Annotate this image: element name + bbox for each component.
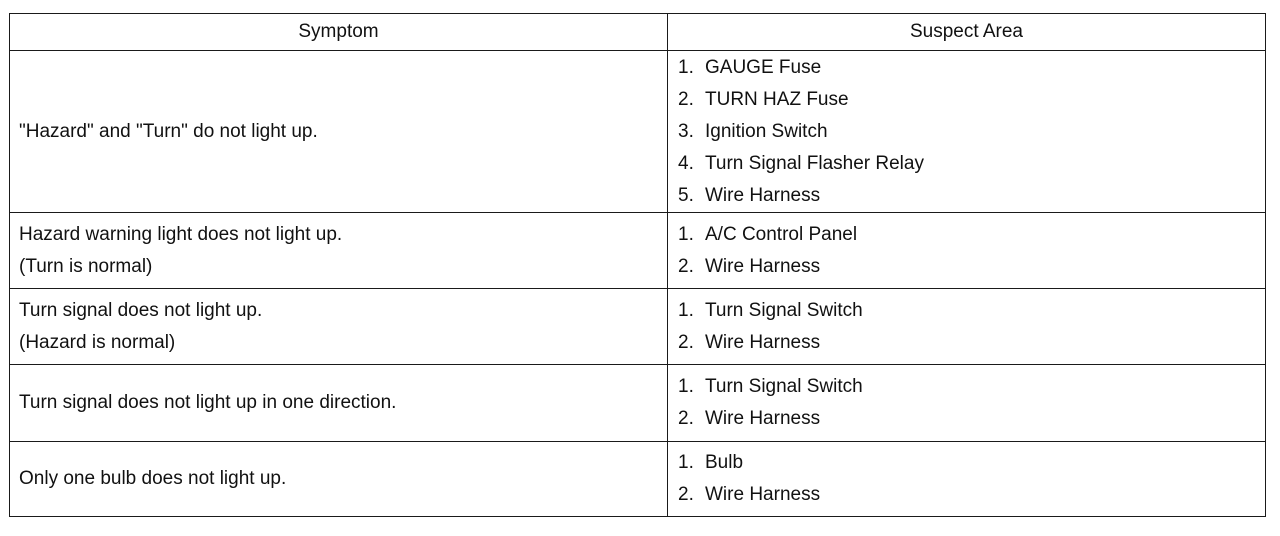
- suspect-text: GAUGE Fuse: [705, 56, 822, 78]
- suspect-area-cell: [668, 289, 1266, 365]
- suspect-item: [678, 251, 1265, 283]
- suspect-text: TURN HAZ Fuse: [705, 88, 849, 110]
- table-row: [10, 213, 1266, 289]
- suspect-area-cell: [668, 51, 1266, 213]
- suspect-text: Ignition Switch: [705, 120, 828, 142]
- suspect-number: 2.: [678, 88, 694, 110]
- suspect-item: [678, 479, 1265, 511]
- symptom-cell: [10, 51, 668, 213]
- suspect-list: [678, 447, 1265, 511]
- symptom-cell: [10, 289, 668, 365]
- suspect-item: [678, 447, 1265, 479]
- symptom-text: Turn signal does not light up.: [19, 299, 263, 321]
- suspect-list: [678, 52, 1265, 212]
- suspect-item: [678, 84, 1265, 116]
- suspect-list: [678, 219, 1265, 283]
- suspect-text: Wire Harness: [705, 255, 821, 277]
- suspect-number: 2.: [678, 408, 694, 429]
- suspect-number: 1.: [678, 452, 694, 473]
- suspect-number: 2.: [678, 331, 694, 353]
- suspect-number: 1.: [678, 376, 694, 397]
- suspect-area-cell: [668, 213, 1266, 289]
- suspect-text: Wire Harness: [705, 484, 821, 505]
- suspect-text: A/C Control Panel: [705, 223, 858, 245]
- suspect-list: [678, 371, 1265, 435]
- suspect-text: Turn Signal Switch: [705, 376, 863, 397]
- table-row: [10, 365, 1266, 442]
- suspect-number: 5.: [678, 184, 694, 206]
- suspect-item: [678, 295, 1265, 327]
- suspect-text: Wire Harness: [705, 408, 821, 429]
- suspect-area-cell: [668, 442, 1266, 517]
- symptom-text: Hazard warning light does not light up.: [19, 223, 343, 245]
- suspect-number: 2.: [678, 255, 694, 277]
- troubleshooting-table: [9, 13, 1266, 517]
- suspect-number: 3.: [678, 120, 694, 142]
- symptom-note: (Hazard is normal): [19, 331, 176, 353]
- suspect-item: [678, 327, 1265, 359]
- symptom-cell: [10, 213, 668, 289]
- suspect-text: Turn Signal Flasher Relay: [705, 152, 924, 174]
- suspect-item: [678, 52, 1265, 84]
- suspect-list: [678, 295, 1265, 359]
- symptom-cell: [10, 365, 668, 442]
- symptom-text: Turn signal does not light up in one direction.: [19, 392, 397, 413]
- suspect-area-cell: [668, 365, 1266, 442]
- suspect-text: Wire Harness: [705, 184, 821, 206]
- suspect-item: [678, 116, 1265, 148]
- symptom-header: Symptom: [10, 14, 668, 51]
- suspect-item: [678, 219, 1265, 251]
- suspect-item: [678, 148, 1265, 180]
- table-row: [10, 442, 1266, 517]
- suspect-area-header: Suspect Area: [668, 14, 1266, 51]
- suspect-text: Wire Harness: [705, 331, 821, 353]
- table-row: [10, 289, 1266, 365]
- symptom-text: "Hazard" and "Turn" do not light up.: [19, 120, 318, 142]
- suspect-number: 4.: [678, 152, 694, 174]
- table-row: [10, 51, 1266, 213]
- suspect-number: 1.: [678, 56, 694, 78]
- suspect-item: [678, 371, 1265, 403]
- suspect-item: [678, 180, 1265, 212]
- symptom-note: (Turn is normal): [19, 255, 153, 277]
- suspect-text: Turn Signal Switch: [705, 299, 863, 321]
- suspect-number: 2.: [678, 484, 694, 505]
- symptom-text: Only one bulb does not light up.: [19, 468, 287, 489]
- suspect-number: 1.: [678, 223, 694, 245]
- suspect-number: 1.: [678, 299, 694, 321]
- suspect-text: Bulb: [705, 452, 744, 473]
- header-row: [10, 14, 1266, 51]
- suspect-item: [678, 403, 1265, 435]
- symptom-cell: [10, 442, 668, 517]
